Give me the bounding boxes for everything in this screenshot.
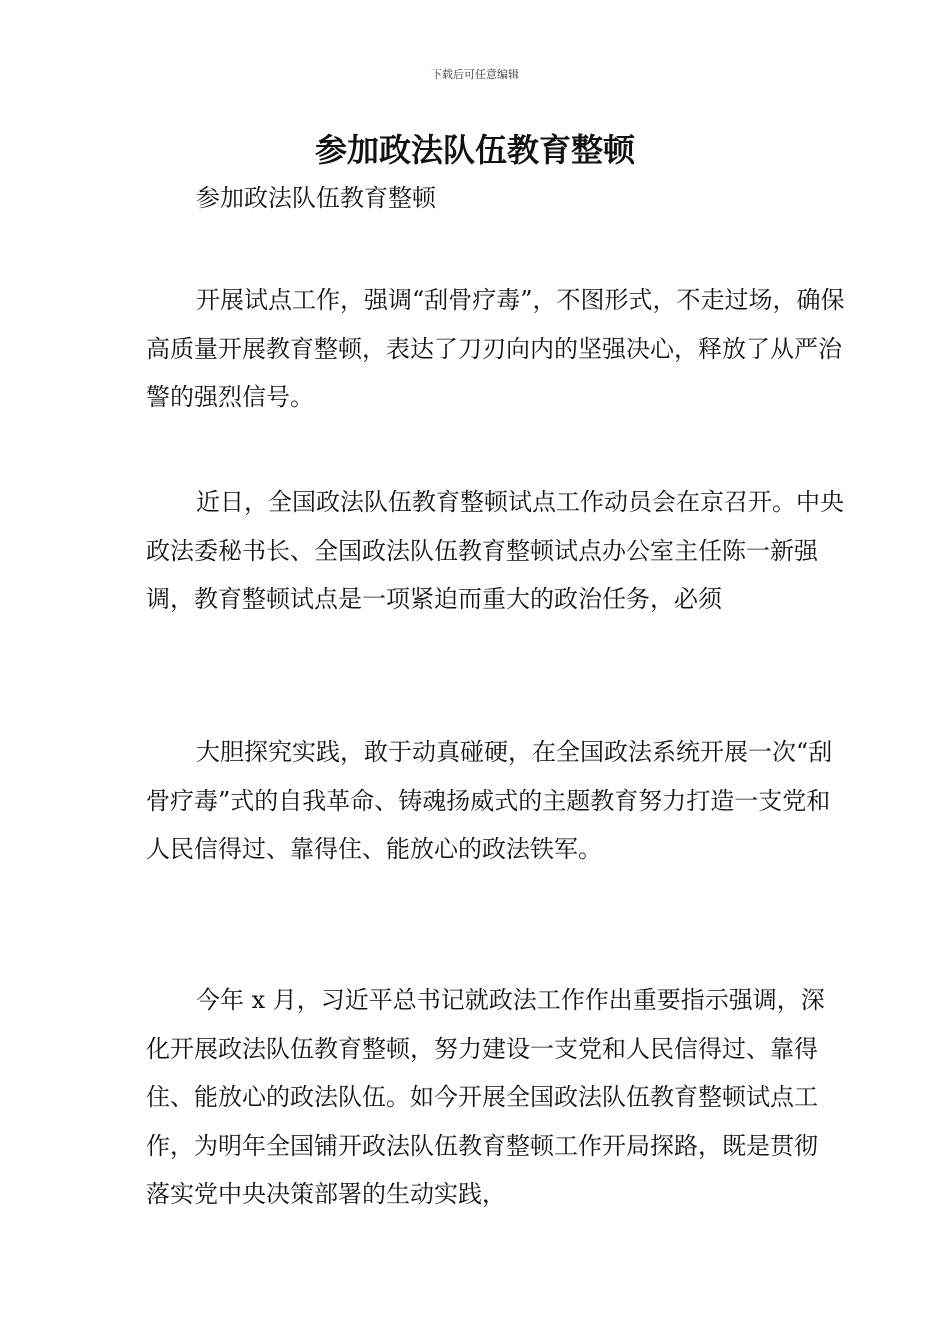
page-header-note: 下载后可任意编辑 [431,68,519,81]
paragraph-4: 今年 x 月，习近平总书记就政法工作作出重要指示强调，深化开展政法队伍教育整顿，努力建设一支党和人民信得过、靠得住、能放心的政法队伍。如今开展全国政法队伍教育整顿试点工作，为明年全国铺开政法队伍教育整顿工作开局探路，既是贯彻落实党中央决策部署的生动实践， [146,986,825,1208]
paragraph-2: 近日，全国政法队伍教育整顿试点工作动员会在京召开。中央政法委秘书长、全国政法队伍教育整顿试点办公室主任陈一新强调，教育整顿试点是一项紧迫而重大的政治任务，必须 [146,488,844,613]
paragraph-3: 大胆探究实践，敢于动真碰硬，在全国政法系统开展一次“刮骨疗毒”式的自我革命、铸魂扬威式的主题教育努力打造一支党和人民信得过、靠得住、能放心的政法铁军。 [146,738,833,863]
paragraph-1: 开展试点工作，强调“刮骨疗毒”，不图形式，不走过场，确保高质量开展教育整顿，表达了刀刃向内的坚强决心，释放了从严治警的强烈信号。 [146,286,845,411]
document-title: 参加政法队伍教育整顿 [314,131,635,169]
document-subtitle: 参加政法队伍教育整顿 [196,184,436,212]
